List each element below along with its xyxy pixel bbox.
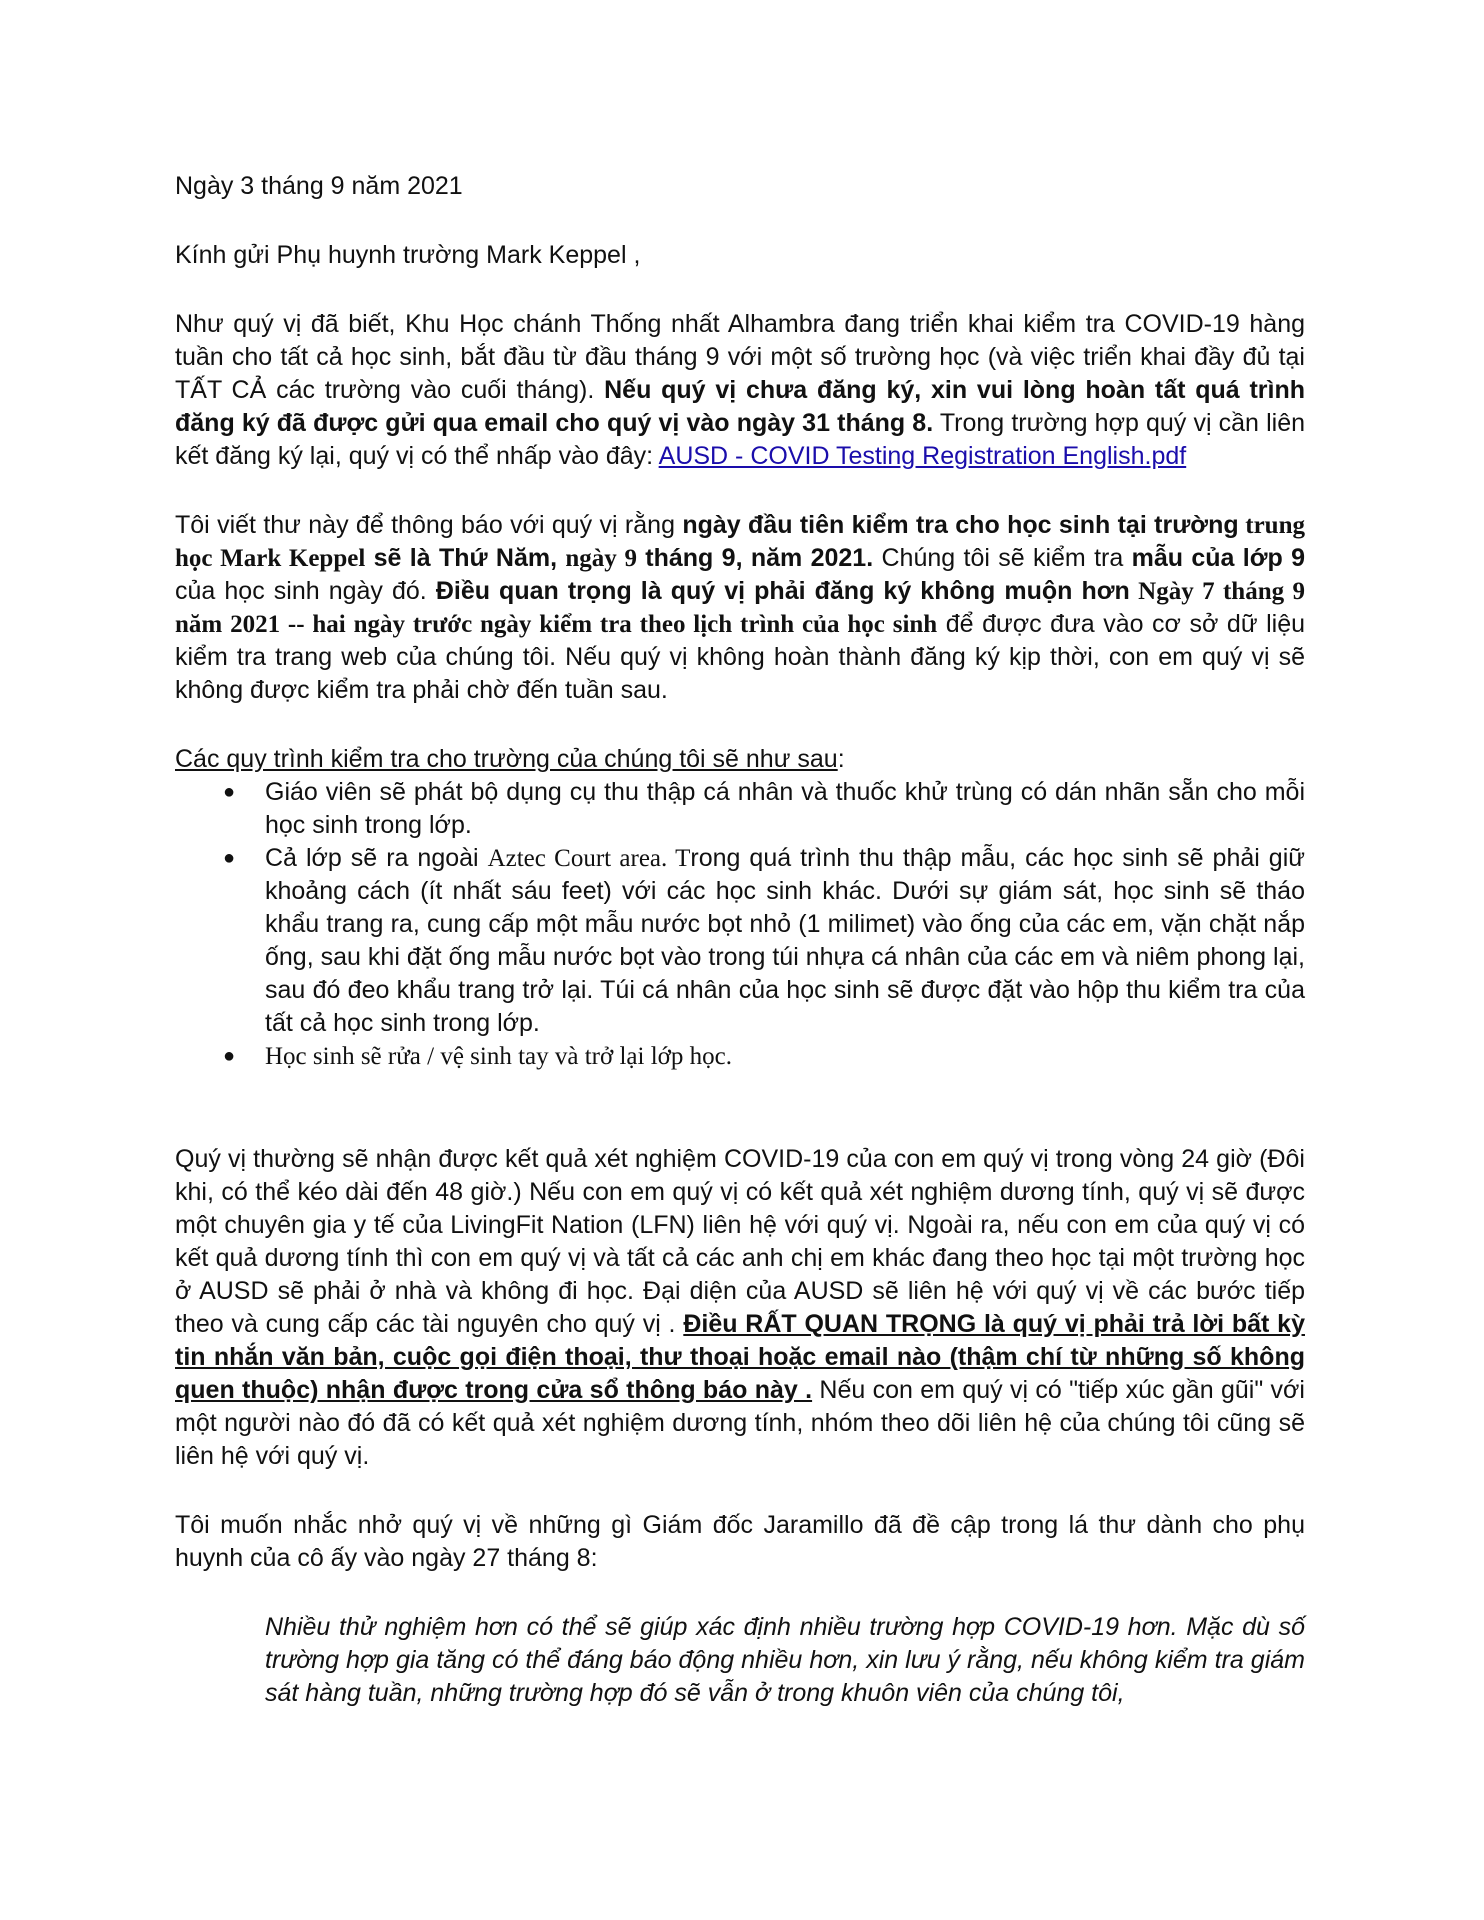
list-item: ● Giáo viên sẽ phát bộ dụng cụ thu thập cá nhân và thuốc khử trùng có dán nhãn sẵn cho mỗi học sinh trong lớp. (223, 778, 1305, 839)
first-test-day: ngày 9 (565, 545, 637, 572)
registration-notice: Nếu quý vị chưa đăng ký, xin vui lòng hoàn tất quá trình đăng ký đã được gửi qua email cho quý vị vào ngày 31 tháng 8. (175, 376, 1305, 437)
paragraph-registration (175, 308, 1305, 473)
superintendent-quote: Nhiều thử nghiệm hơn có thể sẽ giúp xác định nhiều trường hợp COVID-19 hơn. Mặc dù số trường hợp gia tăng có thể đáng báo động nhiều hơn, xin lưu ý rằng, nếu không kiểm tra giám sát hàng tuần, những trường hợp đó sẽ vẫn ở trong khuôn viên của chúng tôi, (265, 1613, 1305, 1707)
list-item: ● Học sinh sẽ rửa / vệ sinh tay và trở lại lớp học. (265, 1040, 1305, 1073)
deadline-detail: -- hai ngày trước ngày kiểm tra theo lịch trình của học sinh (280, 611, 938, 638)
list-item: ● Cả lớp sẽ ra ngoài Aztec Court area. Trong quá trình thu thập mẫu, các học sinh sẽ phải giữ khoảng cách (ít nhất sáu feet) với các học sinh khác. Dưới sự giám sát, học sinh sẽ tháo khẩu trang ra, cung cấp một mẫu nước bọt nhỏ (1 milimet) vào ống của các em, vặn chặt nắp ống, sau khi đặt ống mẫu nước bọt vào trong túi nhựa cá nhân của các em và niêm phong lại, sau đó đeo khẩu trang trở lại. Túi cá nhân của học sinh sẽ được đặt vào hộp thu kiểm tra của tất cả học sinh trong lớp. (223, 844, 1305, 1037)
salutation: Kính gửi Phụ huynh trường Mark Keppel , (175, 241, 641, 269)
bullet-icon: ● (223, 847, 236, 869)
first-test-s9: của học sinh ngày đó. (175, 577, 436, 605)
first-test-s13: để được đưa vào cơ sở dữ liệu kiểm tra trang web của chúng tôi. Nếu quý vị không hoàn thành đăng ký kịp thời, con em quý vị sẽ không được kiểm tra phải chờ đến tuần sau. (175, 610, 1305, 704)
procedures-list (175, 776, 1305, 1073)
first-test-s4: sẽ là Thứ Năm, (365, 544, 566, 572)
registration-intro: Như quý vị đã biết, Khu Học chánh Thống nhất Alhambra đang triển khai kiểm tra COVID-19 hàng tuần cho tất cả học sinh, bắt đầu từ đầu tháng 9 với một số trường học (và việc triển khai đầy đủ tại TẤT CẢ các trường vào cuối tháng). (175, 310, 1305, 404)
bullet-icon: ● (223, 1045, 236, 1067)
procedures-heading: Các quy trình kiểm tra cho trường của chúng tôi sẽ như sau: (175, 745, 845, 773)
first-test-s2: ngày đầu tiên kiểm tra cho học sinh tại trường (682, 511, 1239, 539)
paragraph-first-test-day (175, 509, 1305, 707)
bullet-icon: ● (223, 781, 236, 803)
deadline-notice: Điều quan trọng là quý vị phải đăng ký không muộn hơn (435, 577, 1130, 605)
first-test-school: trung học Mark Keppel (175, 512, 1305, 572)
paragraph-results (175, 1143, 1305, 1473)
important-response-notice: Điều RẤT QUAN TRỌNG là quý vị phải trả lời bất kỳ tin nhắn văn bản, cuộc gọi điện thoại, thư thoại hoặc email nào (thậm chí từ những số không quen thuộc) nhận được trong cửa sổ thông báo này . (175, 1310, 1305, 1404)
first-test-grade: mẫu của lớp 9 (1131, 544, 1305, 572)
first-test-s1: Tôi viết thư này để thông báo với quý vị rằng (175, 511, 683, 539)
registration-link-intro: Trong trường hợp quý vị cần liên kết đăng ký lại, quý vị có thể nhấp vào đây: (175, 409, 1305, 470)
deadline-date: Ngày 7 tháng 9 năm 2021 (175, 578, 1305, 638)
first-test-month: tháng 9, năm 2021. (636, 544, 874, 572)
letter-page (175, 170, 1305, 1710)
first-test-s7: Chúng tôi sẽ kiểm tra (873, 544, 1132, 572)
registration-pdf-link[interactable]: AUSD - COVID Testing Registration English.pdf (658, 442, 1187, 470)
letter-date: Ngày 3 tháng 9 năm 2021 (175, 172, 463, 200)
paragraph-reminder: Tôi muốn nhắc nhở quý vị về những gì Giám đốc Jaramillo đã đề cập trong lá thư dành cho phụ huynh của cô ấy vào ngày 27 tháng 8: (175, 1511, 1305, 1572)
close-contact-info: Nếu con em quý vị có "tiếp xúc gần gũi" với một người nào đó đã có kết quả xét nghiệm dương tính, nhóm theo dõi liên hệ của chúng tôi cũng sẽ liên hệ với quý vị. (175, 1376, 1305, 1470)
results-info: Quý vị thường sẽ nhận được kết quả xét nghiệm COVID-19 của con em quý vị trong vòng 24 giờ (Đôi khi, có thể kéo dài đến 48 giờ.) Nếu con em quý vị có kết quả xét nghiệm dương tính, quý vị sẽ được một chuyên gia y tế của LivingFit Nation (LFN) liên hệ với quý vị. Ngoài ra, nếu con em của quý vị có kết quả dương tính thì con em quý vị và tất cả các anh chị em khác đang theo học tại một trường học ở AUSD sẽ phải ở nhà và không đi học. Đại diện của AUSD sẽ liên hệ với quý vị về các bước tiếp theo và cung cấp các tài nguyên cho quý vị . (175, 1145, 1305, 1338)
